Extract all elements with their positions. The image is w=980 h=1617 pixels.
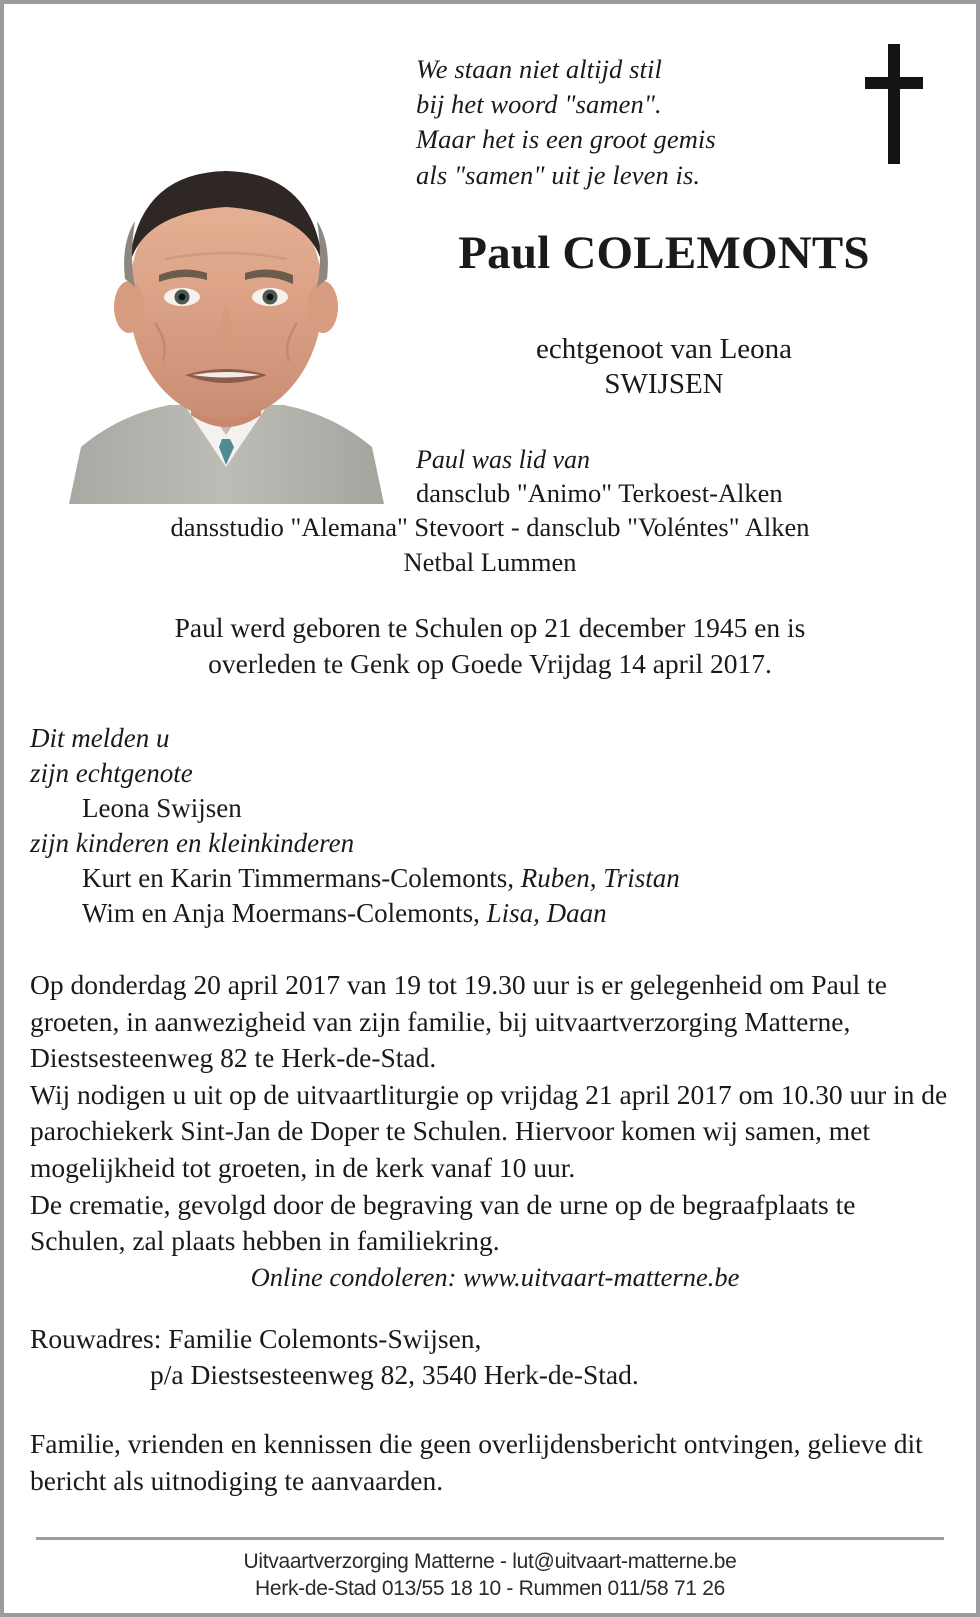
footer-divider (36, 1537, 944, 1540)
online-condolence-link[interactable]: Online condoleren: www.uitvaart-matterne.be (250, 1261, 740, 1292)
cremation-paragraph: De crematie, gevolgd door de begraving van de urne op de begraafplaats te Schulen, zal plaats hebben in familiekring. (30, 1188, 856, 1257)
spouse-relation (404, 332, 924, 403)
header-zone (4, 4, 976, 604)
body-area (4, 610, 976, 1499)
funeral-arrangements (30, 967, 950, 1295)
latin-cross-icon (865, 44, 923, 164)
birth-death-line-1: Paul werd geboren te Schulen op 21 december 1945 en is (174, 612, 806, 643)
membership-club-1: dansclub "Animo" Terkoest-Alken (416, 477, 783, 508)
mourning-address (30, 1321, 950, 1394)
family-child-row-1 (30, 861, 950, 896)
family-intro: Dit melden u (30, 722, 170, 753)
family-child-row-2 (30, 896, 950, 931)
birth-death-line-2: overleden te Genk op Goede Vrijdag 14 april 2017. (208, 648, 772, 680)
children-label: zijn kinderen en kleinkinderen (30, 827, 355, 858)
visitation-paragraph: Op donderdag 20 april 2017 van 19 tot 19.30 uur is er gelegenheid om Paul te groeten, in aanwezigheid van zijn familie, bij uitvaartverzorging Matterne, Diestsesteenweg 82 te Herk-de-Stad. (30, 969, 887, 1074)
membership-lead: Paul was lid van (416, 445, 591, 474)
family-announcement (30, 721, 950, 932)
spouse-name: Leona Swijsen (82, 792, 242, 823)
birth-death-block (30, 610, 950, 683)
poem-line-3: Maar het is een groot gemis (416, 124, 716, 155)
closing-note: Familie, vrienden en kennissen die geen overlijdensbericht ontvingen, gelieve dit bericht als uitnodiging te aanvaarden. (30, 1428, 923, 1496)
page-title-deceased-name: Paul COLEMONTS (458, 227, 870, 279)
mourning-address-line-1: Rouwadres: Familie Colemonts-Swijsen, (30, 1322, 482, 1354)
spouse-label: zijn echtgenote (30, 757, 193, 788)
service-paragraph: Wij nodigen u uit op de uitvaartliturgie op vrijdag 21 april 2017 om 10.30 uur in de parochiekerk Sint-Jan de Doper te Schulen. Hiervoor komen wij samen, met mogelijkheid tot groeten, in de kerk vanaf 10 uur. (30, 1078, 948, 1183)
poem-line-4: als "samen" uit je leven is. (416, 159, 701, 190)
poem-line-1: We staan niet altijd stil (416, 54, 662, 84)
grandchildren-2: Lisa, Daan (486, 898, 607, 929)
spouse-relation-line-2: SWIJSEN (604, 368, 724, 401)
membership-club-3: Netbal Lummen (403, 546, 577, 577)
poem-line-2: bij het woord "samen". (416, 89, 662, 120)
child-parents-1: Kurt en Karin Timmermans-Colemonts, (82, 862, 514, 893)
spouse-relation-line-1: echtgenoot van Leona (535, 333, 793, 365)
membership-block (4, 444, 976, 579)
memorial-poem (416, 52, 836, 193)
grandchildren-1: Ruben, Tristan (520, 862, 680, 893)
membership-club-2: dansstudio "Alemana" Stevoort - dansclub "Voléntes" Alken (170, 512, 810, 543)
footer-line-1: Uitvaartverzorging Matterne - lut@uitvaart-matterne.be (243, 1549, 737, 1573)
mourning-address-line-2: p/a Diestsesteenweg 82, 3540 Herk-de-Stad. (150, 1359, 639, 1391)
child-parents-2: Wim en Anja Moermans-Colemonts, (82, 898, 480, 929)
footer (4, 1537, 976, 1603)
footer-line-2: Herk-de-Stad 013/55 18 10 - Rummen 011/58 71 26 (255, 1577, 725, 1601)
